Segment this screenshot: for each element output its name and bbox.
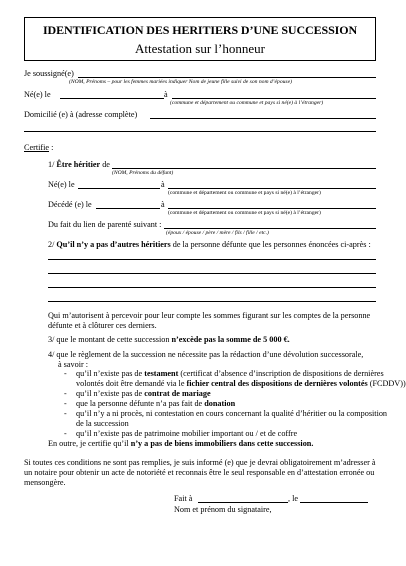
item4-line2: à savoir : <box>58 360 89 369</box>
bullet-dash: - <box>64 429 67 438</box>
ne-hint: (commune et département ou commune et pays si né(e) à l’étranger) <box>170 100 324 106</box>
soussigne-hint: (NOM, Prénoms – pour les femmes mariées indiquer Nom de jeune fille suivi de son nom d’épouse) <box>69 79 292 85</box>
document-title: IDENTIFICATION DES HERITIERS D’UNE SUCCESSION <box>42 23 358 37</box>
item3-label: 3/ que le montant de cette succession n’excède pas la somme de 5 000 €. <box>48 335 290 344</box>
conditions-line1: Si toutes ces conditions ne sont pas remplies, je suis informé (e) que je devrai obligatoirement m’adresser à <box>24 458 376 467</box>
defunt-hint: (NOM, Prénoms du défunt) <box>112 170 174 176</box>
defunt-field[interactable] <box>112 168 376 169</box>
item2-label: 2/ Qu’il n’y a pas d’autres héritiers de la personne défunte que les personnes énoncées ci-après : <box>48 240 371 249</box>
heritiers-line-2[interactable] <box>48 273 376 274</box>
heritiers-line-3[interactable] <box>48 287 376 288</box>
bullet-contrat: qu’il n’existe pas de contrat de mariage <box>76 389 211 398</box>
heritiers-line-4[interactable] <box>48 301 376 302</box>
ne-label: Né(e) le <box>24 90 51 99</box>
decede-hint: (commune et département ou commune et pays si né(e) à l’étranger) <box>168 210 321 216</box>
conditions-line2: un notaire pour obtenir un acte de notoriété et reconnais être le seul responsable en d’attestation erronée ou <box>24 468 375 477</box>
domicile-field-line2[interactable] <box>24 131 376 132</box>
bullet-proces-line2: de la succession <box>76 419 129 428</box>
title-box <box>24 17 376 61</box>
document-subtitle: Attestation sur l’honneur <box>135 41 265 56</box>
defunt-ne-label: Né(e) le <box>48 180 75 189</box>
decede-a-label: à <box>161 200 165 209</box>
bullet-dash: - <box>64 409 67 418</box>
bullet-patrimoine: qu’il n’existe pas de patrimoine mobilier important ou / et de coffre <box>76 429 298 438</box>
bullet-donation: que la personne défunte n’a pas fait de donation <box>76 399 236 408</box>
bullet-dash: - <box>64 389 67 398</box>
defunt-ne-date-field[interactable] <box>78 188 160 189</box>
bullet-dash: - <box>64 399 67 408</box>
fait-label: Fait à <box>174 494 193 503</box>
parente-hint: (époux / épouse / père / mère / fils / fille / etc.) <box>166 230 269 236</box>
parente-field[interactable] <box>164 228 376 229</box>
bullet-testament: qu’il n’existe pas de testament (certificat d’absence d’inscription de dispositions de dernières <box>76 369 384 378</box>
item4-line1: 4/ que le règlement de la succession ne nécessite pas la rédaction d’une dévolution successorale, <box>48 350 364 359</box>
ne-a-label: à <box>164 90 168 99</box>
certifie-heading: Certifie : <box>24 143 54 152</box>
defunt-ne-a-label: à <box>161 180 165 189</box>
heritiers-line-1[interactable] <box>48 259 376 260</box>
defunt-ne-lieu-field[interactable] <box>168 188 376 189</box>
domicile-field[interactable] <box>150 118 376 119</box>
item1-label: 1/ Être héritier de <box>48 160 110 169</box>
le-label: , le <box>288 494 299 503</box>
ne-date-field[interactable] <box>60 98 164 99</box>
parente-label: Du fait du lien de parenté suivant : <box>48 220 162 229</box>
decede-lieu-field[interactable] <box>168 208 376 209</box>
bullet-dash: - <box>64 369 67 378</box>
fait-date-field[interactable] <box>300 502 368 503</box>
autorise-line1: Qui m’autorisent à percevoir pour leur compte les sommes figurant sur les comptes de la personne <box>48 311 371 320</box>
decede-label: Décédé (e) le <box>48 200 92 209</box>
ne-lieu-field[interactable] <box>172 98 376 99</box>
domicile-label: Domicilié (e) à (adresse complète) <box>24 110 138 119</box>
signature-label: Nom et prénom du signataire, <box>174 505 272 514</box>
soussigne-label: Je soussigné(e) <box>24 69 74 78</box>
conditions-line3: mensongère. <box>24 478 66 487</box>
defunt-ne-hint: (commune et département ou commune et pays si né(e) à l’étranger) <box>168 190 321 196</box>
fait-lieu-field[interactable] <box>198 502 288 503</box>
bullet-testament-line2: volontés doit être demandé via le fichier central des dispositions de dernières volontés (FCDDV)) <box>76 379 406 388</box>
bullet-proces: qu’il n’y a ni procès, ni contestation en cours concernant la qualité d’héritier ou la composition <box>76 409 388 418</box>
soussigne-field[interactable] <box>78 77 376 78</box>
enfin-statement: En outre, je certifie qu’il n’y a pas de biens immobiliers dans cette succession. <box>48 439 314 448</box>
autorise-line2: défunte et à clôturer ces derniers. <box>48 321 157 330</box>
decede-date-field[interactable] <box>96 208 160 209</box>
